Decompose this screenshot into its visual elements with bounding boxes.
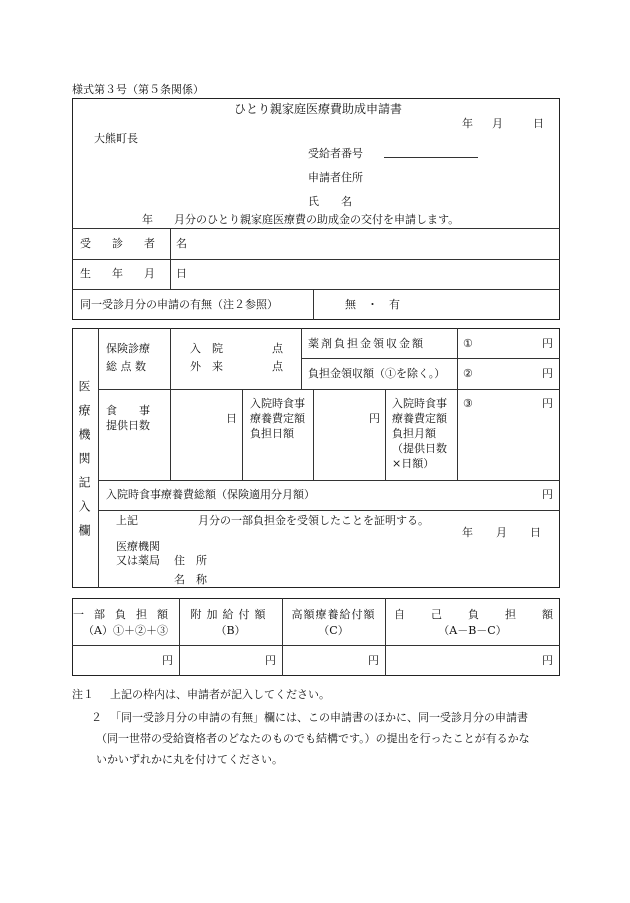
inpatient-points-unit: 点 <box>272 342 283 355</box>
birthdate-label: 生 年 月 日 <box>80 267 192 280</box>
insurance-points-label-2: 総 点 数 <box>106 360 146 373</box>
meal-standard-label-3: 負担日額 <box>250 427 294 440</box>
form-number: 様式第３号（第５条関係） <box>72 83 204 96</box>
col-a-label-1: 一部負担額 <box>73 608 178 621</box>
date-month-label: 月 <box>492 117 503 130</box>
recipient-number-field[interactable] <box>384 157 478 158</box>
yen-unit-1: 円 <box>542 337 553 350</box>
birthdate-field[interactable] <box>171 260 559 288</box>
note1-marker: 注１ <box>72 688 94 701</box>
patient-name-field[interactable] <box>171 229 559 258</box>
meal-days-label-2: 提供日数 <box>106 419 150 432</box>
yen-unit-3: 円 <box>542 397 553 410</box>
col-b-label-1: 附加給付額 <box>190 608 271 621</box>
inpatient-label: 入 院 <box>190 342 223 355</box>
note2-line-2: （同一世帯の受給資格者のどなたのものでも結構です。）の提出を行ったことが有るかな <box>96 732 530 745</box>
certify-month-label: 月 <box>496 526 507 539</box>
note2-marker: ２ <box>91 711 102 724</box>
note2-line-1: 「同一受診月分の申請の有無」欄には、この申請書のほかに、同一受診月分の申請書 <box>110 711 528 724</box>
recipient-number-label: 受給者番号 <box>308 147 363 160</box>
col-b-label-2: （B） <box>215 624 246 637</box>
yen-unit-standard: 円 <box>369 412 380 425</box>
date-year-label: 年 <box>462 117 473 130</box>
application-year-label: 年 <box>142 213 153 226</box>
meal-standard-label-1: 入院時食事 <box>250 397 305 410</box>
col-d-yen[interactable]: 円 <box>542 654 553 667</box>
circle-1: ① <box>463 337 473 350</box>
drug-copay-label: 薬剤負担金領収金額 <box>308 337 425 350</box>
col-c-yen[interactable]: 円 <box>368 654 379 667</box>
certify-year-label: 年 <box>462 526 473 539</box>
certify-prefix: 上記 <box>116 514 138 527</box>
meal-day-unit: 日 <box>226 412 237 425</box>
meal-monthly-label-3: 負担月額 <box>392 427 436 440</box>
institution-label-1: 医療機関 <box>116 540 160 553</box>
copay-received-label: 負担金領収額（①を除く。） <box>308 367 446 380</box>
institution-address-label: 住 所 <box>174 554 207 567</box>
col-a-label-2: （A）①＋②＋③ <box>83 624 168 637</box>
date-day-label: 日 <box>533 117 544 130</box>
col-a-yen[interactable]: 円 <box>162 654 173 667</box>
col-b-yen[interactable]: 円 <box>265 654 276 667</box>
note1-text: 上記の枠内は、申請者が記入してください。 <box>110 688 330 701</box>
yen-unit-2: 円 <box>542 367 553 380</box>
same-month-options[interactable]: 無 ・ 有 <box>345 298 400 311</box>
outpatient-points-unit: 点 <box>272 360 283 373</box>
circle-3: ③ <box>463 397 473 410</box>
applicant-address-label: 申請者住所 <box>308 171 363 184</box>
col-c-label-1: 高額療養給付額 <box>291 608 376 621</box>
certify-day-label: 日 <box>530 526 541 539</box>
circle-2: ② <box>463 367 473 380</box>
col-d-label-2: （A－B－C） <box>438 624 507 637</box>
insurance-points-label-1: 保険診療 <box>106 342 150 355</box>
meal-total-label: 入院時食事療養費総額（保険適用分月額） <box>106 488 315 501</box>
institution-name-label: 名 称 <box>174 573 207 586</box>
patient-name-label: 受 診 者 名 <box>80 237 192 250</box>
meal-days-label-1: 食 事 <box>106 404 150 417</box>
col-c-label-2: （C） <box>318 624 349 637</box>
meal-monthly-label-5: ×日額） <box>392 457 435 470</box>
meal-monthly-label-4: （提供日数 <box>392 442 447 455</box>
form-title: ひとり親家庭医療費助成申請書 <box>234 102 403 116</box>
addressee: 大熊町長 <box>94 132 138 145</box>
yen-unit-total: 円 <box>542 488 553 501</box>
applicant-name-label: 氏 名 <box>308 195 352 208</box>
application-statement: 月分のひとり親家庭医療費の助成金の交付を申請します。 <box>174 213 460 226</box>
meal-monthly-label-1: 入院時食事 <box>392 397 447 410</box>
medical-side-label: 医療機関記入欄 <box>77 380 91 548</box>
institution-label-2: 又は薬局 <box>116 554 160 567</box>
same-month-label: 同一受診月分の申請の有無（注２参照） <box>80 298 278 311</box>
col-d-label-1: 自己負担額 <box>394 608 579 621</box>
meal-standard-label-2: 療養費定額 <box>250 412 305 425</box>
note2-line-3: いかいずれかに丸を付けてください。 <box>96 753 283 766</box>
outpatient-label: 外 来 <box>190 360 223 373</box>
meal-monthly-label-2: 療養費定額 <box>392 412 447 425</box>
certify-text: 月分の一部負担金を受領したことを証明する。 <box>198 514 429 527</box>
